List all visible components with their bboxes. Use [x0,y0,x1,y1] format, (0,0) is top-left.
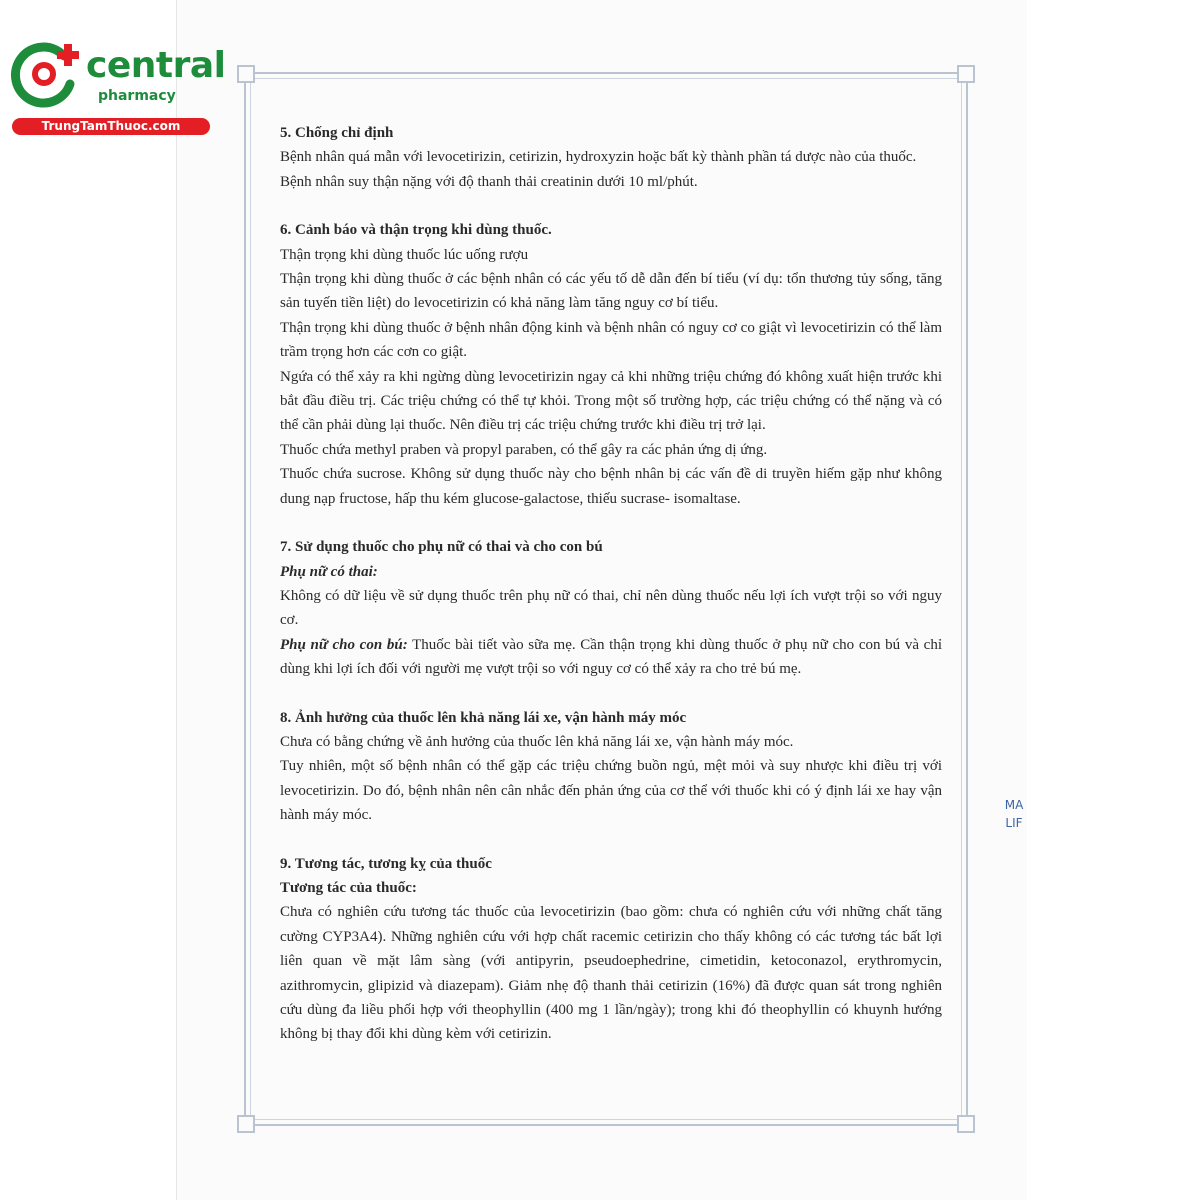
document-body [280,121,942,1047]
logo-website: TrungTamThuoc.com [12,118,210,135]
section-9-subtitle: Tương tác của thuốc: [280,879,417,896]
frame-corner-ornament [237,65,255,83]
frame-corner-ornament [957,65,975,83]
side-strip-text: LIF [1005,816,1023,830]
section-6-paragraph: Thuốc chứa methyl praben và propyl paraben, có thể gây ra các phản ứng dị ứng. [280,441,768,458]
section-8-paragraph: Tuy nhiên, một số bệnh nhân có thể gặp các triệu chứng buồn ngủ, mệt mỏi và suy nhược khi điều trị với levocetirizin. Do đó, bệnh nhân nên cân nhắc đến phản ứng của cơ thể với thuốc khi có ý định lái xe hay vận hành máy móc. [280,758,942,824]
section-8-title: 8. Ảnh hưởng của thuốc lên khả năng lái xe, vận hành máy móc [280,709,687,726]
frame-corner-ornament [237,1115,255,1133]
section-9-title: 9. Tương tác, tương kỵ của thuốc [280,855,492,872]
section-7-paragraph [280,633,942,682]
section-5-paragraph: Bệnh nhân quá mẫn với levocetirizin, cetirizin, hydroxyzin hoặc bất kỳ thành phần tá dược nào của thuốc. [280,149,917,166]
section-9-paragraph: Chưa có nghiên cứu tương tác thuốc của levocetirizin (bao gồm: chưa có nghiên cứu với những chất tăng cường CYP3A4). Những nghiên cứu với hợp chất racemic cetirizin cho thấy không có các tương tác bất lợi liên quan về mặt lâm sàng (với antipyrin, pseudoephedrine, cimetidin, ketoconazol, erythromycin, azithromycin, glipizid và diazepam). Giảm nhẹ độ thanh thải cetirizin (16%) đã được quan sát trong nghiên cứu dùng đa liều phối hợp với theophyllin (400 mg 1 lần/ngày); trong khi đó theophyllin có khuynh hướng không bị thay đổi khi dùng kèm với cetirizin. [280,904,942,1043]
section-7-title: 7. Sử dụng thuốc cho phụ nữ có thai và cho con bú [280,539,603,556]
central-pharmacy-logo [10,38,226,138]
side-edge-artifact [1004,796,1024,832]
frame-corner-ornament [957,1115,975,1133]
section-5-paragraph: Bệnh nhân suy thận nặng với độ thanh thải creatinin dưới 10 ml/phút. [280,173,698,190]
section-7-subtitle-pregnant: Phụ nữ có thai: [280,563,378,580]
section-7-breastfeeding-text: Thuốc bài tiết vào sữa mẹ. Cần thận trọng khi dùng thuốc ở phụ nữ cho con bú và chỉ dùng khi lợi ích đối với người mẹ vượt trội so với nguy cơ có thể xảy ra cho trẻ bú mẹ. [280,636,942,678]
logo-brand-subtitle: pharmacy [98,88,176,104]
section-5-title: 5. Chống chỉ định [280,125,394,141]
side-strip-text: MA [1004,798,1024,812]
section-6-paragraph: Thuốc chứa sucrose. Không sử dụng thuốc này cho bệnh nhân bị các vấn đề di truyền hiếm gặp như không dung nạp fructose, hấp thu kém glucose-galactose, thiếu sucrase- isomaltase. [280,466,942,507]
section-6-paragraph: Ngứa có thể xảy ra khi ngừng dùng levocetirizin ngay cả khi những triệu chứng đó không xuất hiện trước khi bắt đầu điều trị. Các triệu chứng có thể tự khỏi. Trong một số trường hợp, các triệu chứng có thể nặng và có thể cần phải dùng lại thuốc. Nên điều trị các triệu chứng trước khi điều trị trở lại. [280,368,942,434]
section-7-paragraph: Không có dữ liệu về sử dụng thuốc trên phụ nữ có thai, chỉ nên dùng thuốc nếu lợi ích vượt trội so với nguy cơ. [280,587,942,629]
section-6-title: 6. Cảnh báo và thận trọng khi dùng thuốc. [280,222,552,239]
section-6-paragraph: Thận trọng khi dùng thuốc lúc uống rượu [280,246,529,263]
section-7-subtitle-breastfeeding: Phụ nữ cho con bú: [280,636,408,653]
section-6-paragraph: Thận trọng khi dùng thuốc ở các bệnh nhân có các yếu tố dễ dẫn đến bí tiểu (ví dụ: tổn thương tủy sống, tăng sản tuyến tiền liệt) do levocetirizin có khả năng làm tăng nguy cơ bí tiểu. [280,271,942,312]
pharmacy-cross-icon [10,38,90,110]
logo-brand-name: central [86,45,226,86]
section-8-paragraph: Chưa có bằng chứng về ảnh hưởng của thuốc lên khả năng lái xe, vận hành máy móc. [280,733,794,750]
section-6-paragraph: Thận trọng khi dùng thuốc ở bệnh nhân động kinh và bệnh nhân có nguy cơ co giật vì levocetirizin có thể làm trầm trọng hơn các cơn co giật. [280,319,942,361]
